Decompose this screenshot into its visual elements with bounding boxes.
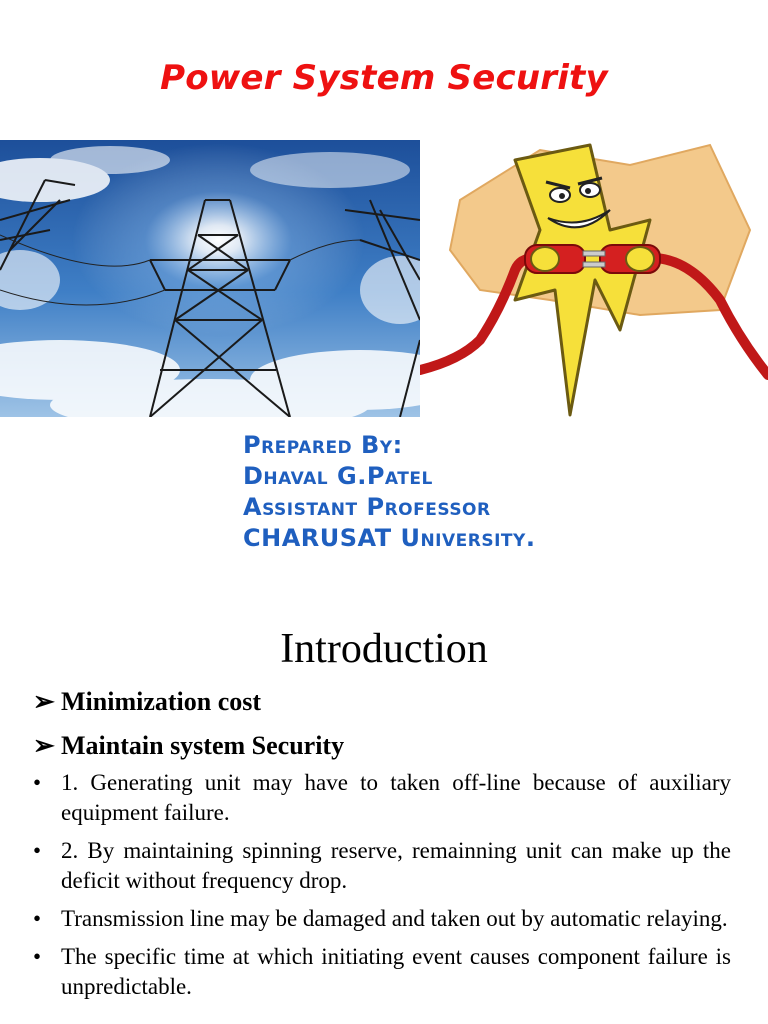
- bullet-item: [33, 836, 731, 896]
- bullet-dot-icon: •: [33, 906, 42, 931]
- author-name: Dhaval G.Patel: [243, 462, 433, 490]
- bullet-list: [33, 768, 731, 1010]
- bullet-item: [33, 768, 731, 828]
- transmission-tower-photo: [0, 140, 420, 417]
- arrow-bullet-icon: ➢: [33, 731, 55, 760]
- bullet-text: The specific time at which initiating event causes component failure is unpredictable.: [61, 944, 731, 999]
- bullet-dot-icon: •: [33, 770, 42, 795]
- arrow-list: [33, 685, 344, 773]
- bullet-dot-icon: •: [33, 944, 42, 969]
- arrow-item-text: Maintain system Security: [61, 731, 345, 760]
- bullet-dot-icon: •: [33, 838, 42, 863]
- bullet-text: 2. By maintaining spinning reserve, remainning unit can make up the deficit without frequency drop.: [61, 838, 731, 893]
- intro-title: Introduction: [280, 626, 488, 672]
- author-block: [243, 430, 535, 554]
- slide-title: Power System Security: [160, 58, 608, 98]
- author-affiliation: CHARUSAT University.: [243, 524, 536, 552]
- prepared-by-label: Prepared By:: [243, 431, 403, 459]
- bullet-item: [33, 942, 731, 1002]
- lightning-bolt-plug-cartoon: [420, 140, 768, 417]
- author-position: Assistant Professor: [243, 493, 491, 521]
- arrow-list-item: [33, 729, 344, 773]
- arrow-list-item: [33, 685, 344, 729]
- arrow-item-text: Minimization cost: [61, 687, 262, 716]
- arrow-bullet-icon: ➢: [33, 687, 55, 716]
- bullet-text: Transmission line may be damaged and taken out by automatic relaying.: [61, 906, 728, 931]
- introduction-slide: [0, 600, 768, 1024]
- bullet-item: [33, 904, 731, 934]
- bullet-text: 1. Generating unit may have to taken off-line because of auxiliary equipment failure.: [61, 770, 731, 825]
